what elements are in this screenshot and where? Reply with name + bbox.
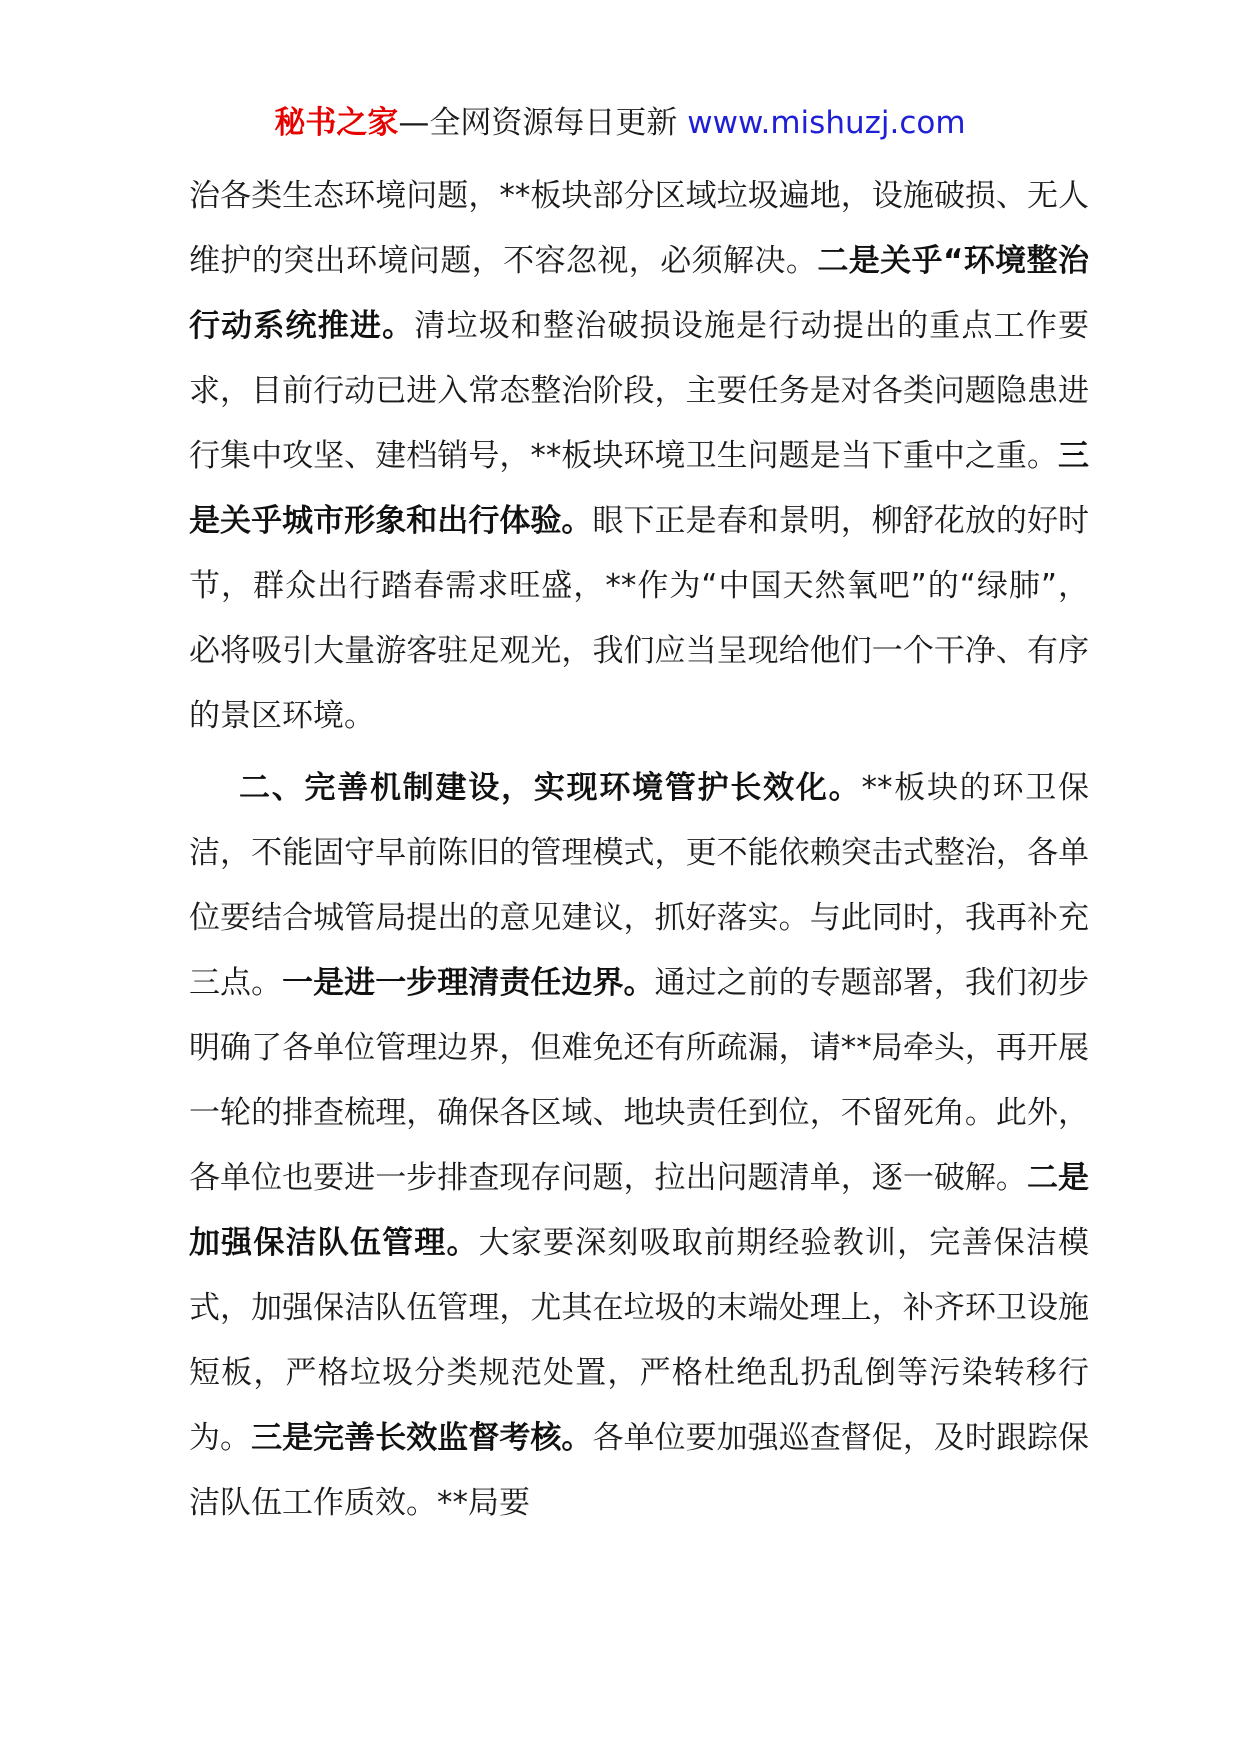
document-body bbox=[189, 164, 1089, 1536]
bold-point-heading: 二是关乎“环境整治行动系统推进。 bbox=[189, 243, 1090, 344]
header-url-link[interactable]: www.mishuzj.com bbox=[687, 105, 966, 141]
paragraph-text: 大家要深刻吸取前期经验教训，完善保洁模式，加强保洁队伍管理，尤其在垃圾的末端处理上，补齐环卫设施短板，严格垃圾分类规范处置，严格杜绝乱扔乱倒等污染转移行为。 bbox=[189, 1225, 1090, 1456]
paragraph-text: 各单位要加强巡查督促，及时跟踪保洁队伍工作质效。**局要 bbox=[189, 1420, 1090, 1521]
header-slogan: —全网资源每日更新 bbox=[398, 105, 688, 141]
page-header bbox=[0, 100, 1240, 146]
paragraph-1 bbox=[189, 164, 1089, 749]
paragraph-text: 治各类生态环境问题，**板块部分区域垃圾遍地，设施破损、无人维护的突出环境问题，不容忽视，必须解决。 bbox=[189, 178, 1089, 279]
bold-point-heading: 一是进一步理清责任边界。 bbox=[282, 965, 655, 1001]
paragraph-text: 清垃圾和整治破损设施是行动提出的重点工作要求，目前行动已进入常态整治阶段，主要任务是对各类问题隐患进行集中攻坚、建档销号，**板块环境卫生问题是当下重中之重。 bbox=[189, 308, 1089, 474]
bold-point-heading: 三是完善长效监督考核。 bbox=[251, 1420, 593, 1456]
paragraph-text: **板块的环卫保洁，不能固守早前陈旧的管理模式，更不能依赖突击式整治，各单位要结合城管局提出的意见建议，抓好落实。与此同时，我再补充三点。 bbox=[189, 770, 1090, 1001]
header-brand: 秘书之家 bbox=[274, 105, 399, 141]
bold-point-heading: 三是关乎城市形象和出行体验。 bbox=[189, 438, 1089, 539]
paragraph-text: 眼下正是春和景明，柳舒花放的好时节，群众出行踏春需求旺盛，**作为“中国天然氧吧”的“绿肺”，必将吸引大量游客驻足观光，我们应当呈现给他们一个干净、有序的景区环境。 bbox=[189, 503, 1090, 734]
paragraph-text: 通过之前的专题部署，我们初步明确了各单位管理边界，但难免还有所疏漏，请**局牵头，再开展一轮的排查梳理，确保各区域、地块责任到位，不留死角。此外，各单位也要进一步排查现存问题，拉出问题清单，逐一破解。 bbox=[189, 965, 1090, 1196]
section-heading: 二、完善机制建设，实现环境管护长效化。 bbox=[239, 770, 862, 806]
bold-point-heading: 二是加强保洁队伍管理。 bbox=[189, 1160, 1090, 1261]
paragraph-2 bbox=[189, 756, 1089, 1536]
